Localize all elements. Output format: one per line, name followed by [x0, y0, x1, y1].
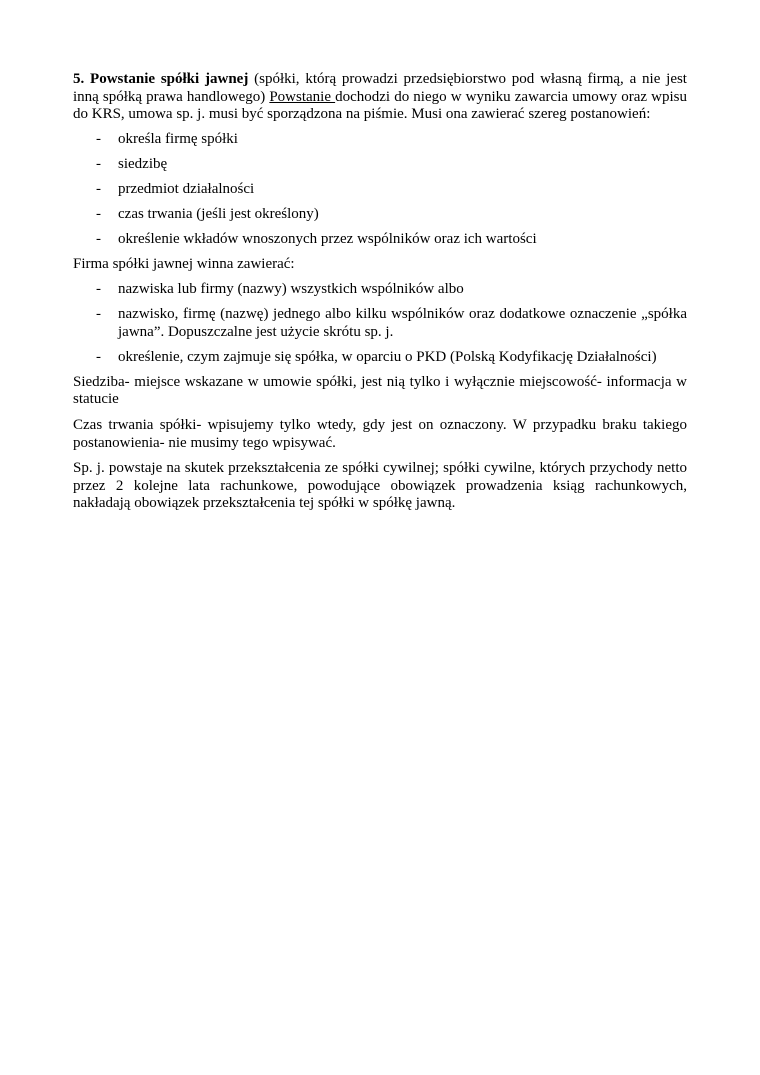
intro-underlined-word: Powstanie	[269, 88, 336, 105]
intro-text-1: (spółki, którą prowadzi przedsiębiorstwo pod własną firmą, a nie jest inną spółką prawa handlowego)	[73, 71, 687, 105]
transformation-paragraph: Sp. j. powstaje na skutek przekształcenia ze spółki cywilnej; spółki cywilne, których przychody netto przez 2 kolejne lata rachunkowe, powodujące obowiązek prowadzenia ksiąg rachunkowych, nakładają obowiązek przekształcenia tej spółki w spółkę jawną.	[73, 460, 687, 512]
list-item: - przedmiot działalności	[96, 180, 255, 197]
dash-bullet: -	[96, 348, 101, 365]
duration-paragraph: Czas trwania spółki- wpisujemy tylko wtedy, gdy jest on oznaczony. W przypadku braku takiego postanowienia- nie musimy tego wpisywać.	[73, 416, 687, 451]
dash-bullet: -	[96, 231, 101, 248]
list-item: - nazwiska lub firmy (nazwy) wszystkich wspólników albo	[96, 280, 464, 297]
intro-text-2: dochodzi do niego w wyniku zawarcia umowy oraz wpisu do KRS, umowa sp. j. musi być sporządzona na piśmie. Musi ona zawierać szereg postanowień:	[73, 88, 687, 123]
list-item: - siedzibę	[96, 155, 168, 172]
list-item: - określenie wkładów wnoszonych przez wspólników oraz ich wartości	[96, 231, 537, 248]
list-item: - czas trwania (jeśli jest określony)	[96, 206, 319, 223]
firm-requirements-list	[73, 281, 687, 366]
dash-bullet: -	[96, 206, 101, 223]
list-item: - nazwisko, firmę (nazwę) jednego albo kilku wspólników oraz dodatkowe oznaczenie „spółka jawna”. Dopuszczalne jest użycie skrótu sp. j.	[96, 305, 687, 340]
dash-bullet: -	[96, 280, 101, 297]
firm-intro-paragraph: Firma spółki jawnej winna zawierać:	[73, 256, 295, 273]
provisions-list	[73, 131, 687, 249]
dash-bullet: -	[96, 180, 101, 197]
list-item: - określa firmę spółki	[96, 130, 238, 147]
dash-bullet: -	[96, 130, 101, 147]
seat-paragraph: Siedziba- miejsce wskazane w umowie spółki, jest nią tylko i wyłącznie miejscowość- informacja w statucie	[73, 373, 687, 408]
section-heading: 5. Powstanie spółki jawnej	[73, 71, 249, 87]
document-page	[73, 71, 687, 521]
dash-bullet: -	[96, 305, 101, 322]
intro-paragraph	[73, 71, 687, 124]
list-item: - określenie, czym zajmuje się spółka, w oparciu o PKD (Polską Kodyfikację Działalności)	[96, 348, 657, 365]
dash-bullet: -	[96, 155, 101, 172]
